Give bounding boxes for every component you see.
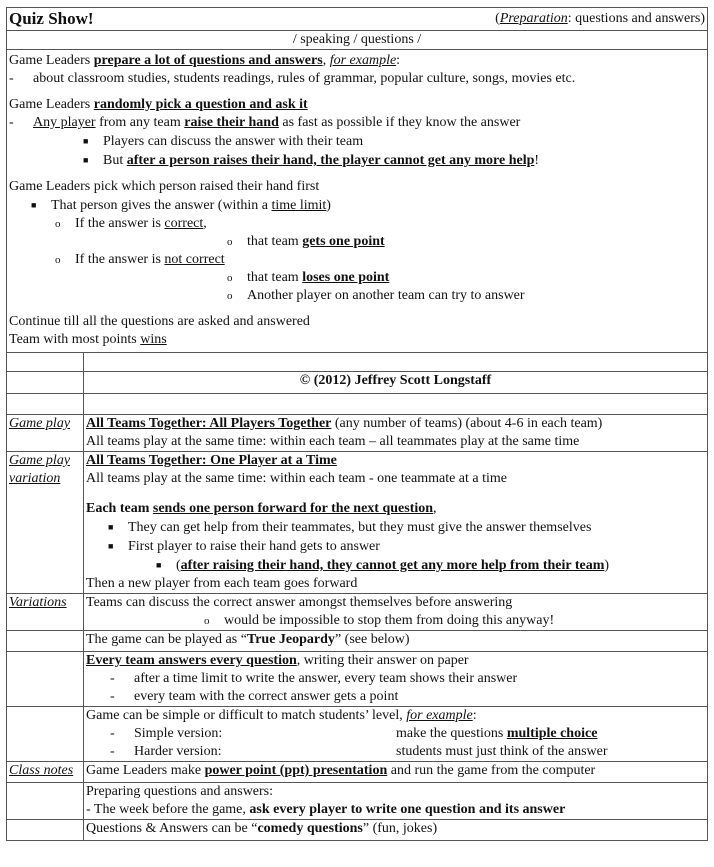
pick-first-line: Game Leaders pick which person raised their hand first [9, 179, 320, 194]
spacer-row [7, 353, 708, 372]
list-item: o that team gets one point [227, 234, 385, 249]
circle-bullet-icon: o [55, 254, 61, 266]
spacer-row [7, 394, 708, 415]
list-item: ■ That person gives the answer (within a time limit) [31, 198, 331, 213]
comedy-row [7, 820, 708, 841]
gameplay-row [7, 415, 708, 452]
square-bullet-icon: ■ [108, 541, 114, 551]
list-item: o If the answer is not correct [55, 252, 225, 267]
intro-topics: - about classroom studies, students readings, rules of grammar, popular culture, songs, movies etc. [9, 71, 576, 86]
list-item: - Harder version: students must just think of the answer [110, 744, 608, 759]
skills-line: / speaking / questions / [7, 31, 708, 50]
instructions [7, 50, 708, 353]
every-team-row [7, 652, 708, 707]
list-item: ■ (after raising their hand, they cannot get any more help from their team) [156, 558, 610, 573]
intro-line: Game Leaders prepare a lot of questions and answers, for example: [9, 53, 401, 68]
page-title: Quiz Show! [9, 9, 94, 28]
worksheet-table [6, 7, 708, 841]
circle-bullet-icon: o [227, 236, 233, 248]
instructions-row [7, 50, 708, 353]
list-item: ■ Players can discuss the answer with their team [83, 134, 364, 149]
list-item: o would be impossible to stop them from doing this anyway! [204, 613, 555, 628]
continue-line: Continue till all the questions are asked and answered [9, 314, 310, 329]
square-bullet-icon: ■ [83, 155, 89, 165]
raise-hand-line: - Any player from any team raise their hand as fast as possible if they know the answer [9, 115, 521, 130]
square-bullet-icon: ■ [31, 200, 37, 210]
circle-bullet-icon: o [204, 615, 210, 627]
jeopardy-row [7, 631, 708, 652]
variations-discuss: Teams can discuss the correct answer amongst themselves before answering o would be impossible to stop them from doing this anyway! [84, 594, 708, 631]
list-item: ■ But after a person raises their hand, the player cannot get any more help! [83, 153, 540, 168]
preparing-row [7, 783, 708, 820]
copyright-row [7, 372, 708, 394]
variations-row [7, 594, 708, 631]
classnotes-label: Class notes [7, 762, 84, 783]
difficulty-content: Game can be simple or difficult to match students’ level, for example: - Simple version: make the questions multiple choice - Harder version: students must just think of the answer [84, 707, 708, 762]
list-item: o Another player on another team can try to answer [227, 288, 525, 303]
list-item: ■ They can get help from their teammates, but they must give the answer themselves [108, 520, 592, 535]
square-bullet-icon: ■ [156, 560, 162, 570]
list-item: - every team with the correct answer gets a point [110, 689, 399, 704]
gameplay-label: Game play [7, 415, 84, 452]
every-team-content: Every team answers every question, writing their answer on paper - after a time limit to write the answer, every team shows their answer - every team with the correct answer gets a point [84, 652, 708, 707]
comedy-line: Questions & Answers can be “comedy questions” (fun, jokes) [84, 820, 708, 841]
classnotes-row [7, 762, 708, 783]
variation-row [7, 452, 708, 594]
circle-bullet-icon: o [55, 218, 61, 230]
list-item: ■ First player to raise their hand gets to answer [108, 539, 380, 554]
list-item: o If the answer is correct, [55, 216, 207, 231]
variation-label: Game play variation [7, 452, 84, 594]
title-row [7, 8, 708, 31]
circle-bullet-icon: o [227, 290, 233, 302]
variation-content: All Teams Together: One Player at a Time All teams play at the same time: within each team - one teammate at a time Each team sends one person forward for the next question, ■ They can get help from their teammates, but they must give the answer themselves ■ First player to raise their hand gets to answer ■ (after raising their hand, they cannot get any more help from their team) Then a new player from each team goes forward [84, 452, 708, 594]
copyright-notice: © (2012) Jeffrey Scott Longstaff [84, 372, 708, 394]
list-item: - after a time limit to write the answer, every team shows their answer [110, 671, 518, 686]
difficulty-row [7, 707, 708, 762]
winner-line: Team with most points wins [9, 332, 167, 347]
gameplay-content: All Teams Together: All Players Together (any number of teams) (about 4-6 in each team) All teams play at the same time: within each team – all teammates play at the same time [84, 415, 708, 452]
worksheet [6, 7, 707, 841]
preparing-content: Preparing questions and answers: - The week before the game, ask every player to write one question and its answer [84, 783, 708, 820]
circle-bullet-icon: o [227, 272, 233, 284]
powerpoint-line: Game Leaders make power point (ppt) presentation and run the game from the computer [84, 762, 708, 783]
preparation-note: (Preparation: questions and answers) [495, 11, 705, 26]
list-item: - Simple version: make the questions multiple choice [110, 726, 598, 741]
square-bullet-icon: ■ [108, 522, 114, 532]
list-item: o that team loses one point [227, 270, 390, 285]
square-bullet-icon: ■ [83, 136, 89, 146]
ask-question-line: Game Leaders randomly pick a question and ask it [9, 97, 308, 112]
variations-label: Variations [7, 594, 84, 631]
skills-row [7, 31, 708, 50]
jeopardy-line: The game can be played as “True Jeopardy” (see below) [84, 631, 708, 652]
